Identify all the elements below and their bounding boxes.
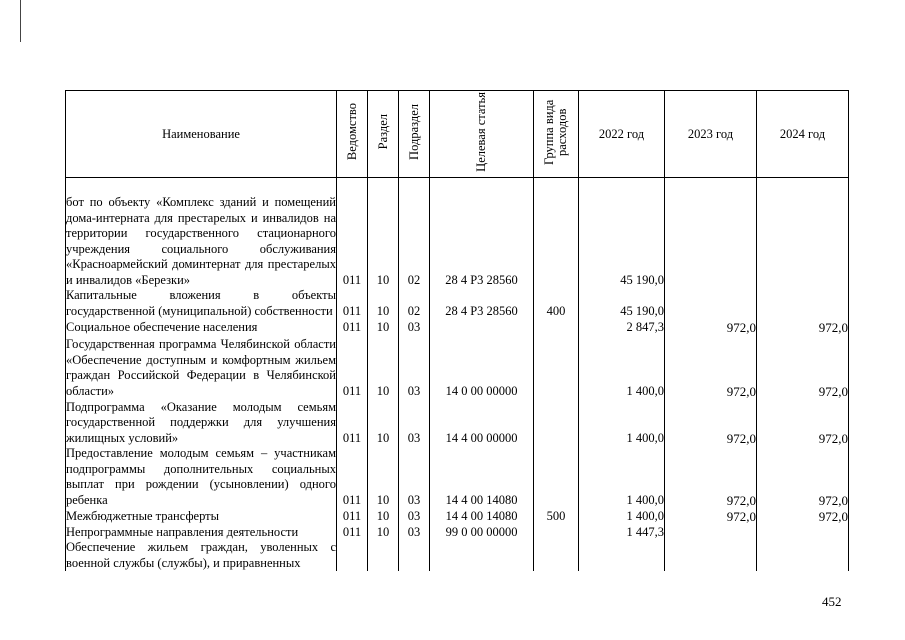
cell-target	[430, 540, 534, 571]
cell-2024: 972,0	[757, 399, 849, 446]
cell-target: 14 4 00 14080	[430, 508, 534, 524]
cell-subsection: 03	[399, 319, 430, 335]
cell-group: 400	[534, 288, 579, 319]
cell-2024	[757, 540, 849, 571]
cell-name: Капитальные вложения в объекты государственной (муниципальной) собственности	[66, 288, 336, 318]
header-dept: Ведомство	[337, 91, 368, 178]
header-2023: 2023 год	[665, 91, 757, 178]
cell-2024: 972,0	[757, 335, 849, 399]
cell-subsection: 03	[399, 446, 430, 508]
cell-2022: 45 190,0	[579, 178, 665, 289]
cell-name: бот по объекту «Комплекс зданий и помещений дома-интерната для престарелых и инвалидов на территории государственного стационарного учреждения социального обслуживания «Красноармейский доминтернат для престарелых и инвалидов «Березки»	[66, 178, 337, 289]
cell-2023	[665, 524, 757, 540]
cell-section: 10	[368, 178, 399, 289]
cell-section: 10	[368, 399, 399, 446]
cell-group	[534, 178, 579, 289]
cell-subsection: 03	[399, 524, 430, 540]
table-row	[66, 288, 849, 319]
header-group: Группа вида расходов	[534, 91, 579, 178]
cell-dept: 011	[337, 508, 368, 524]
cell-2022: 1 400,0	[579, 335, 665, 399]
cell-2022: 1 447,3	[579, 524, 665, 540]
header-target: Целевая статья	[430, 91, 534, 178]
cell-subsection	[399, 540, 430, 571]
table-header-row	[66, 91, 849, 178]
cell-group	[534, 319, 579, 335]
table-row	[66, 319, 849, 335]
cell-section: 10	[368, 524, 399, 540]
scan-edge-line	[20, 0, 21, 42]
cell-subsection: 03	[399, 335, 430, 399]
cell-name: Предоставление молодым семьям – участникам подпрограммы дополнительных социальных выплат при рождении (усыновлении) одного ребенка	[66, 446, 336, 507]
header-section: Раздел	[368, 91, 399, 178]
cell-2024: 972,0	[757, 319, 849, 335]
cell-dept: 011	[337, 319, 368, 335]
cell-2022	[579, 540, 665, 571]
cell-name: Государственная программа Челябинской области «Обеспечение доступным и комфортным жильем граждан Российской Федерации в Челябинской области»	[66, 337, 336, 398]
cell-target	[430, 319, 534, 335]
cell-2022: 45 190,0	[579, 288, 665, 319]
cell-dept: 011	[337, 178, 368, 289]
cell-2024	[757, 178, 849, 289]
cell-2023: 972,0	[665, 319, 757, 335]
cell-2023: 972,0	[665, 335, 757, 399]
cell-group	[534, 524, 579, 540]
cell-subsection: 03	[399, 399, 430, 446]
cell-dept: 011	[337, 399, 368, 446]
table-row	[66, 446, 849, 508]
cell-group	[534, 446, 579, 508]
cell-2022: 2 847,3	[579, 319, 665, 335]
cell-target: 14 0 00 00000	[430, 335, 534, 399]
cell-subsection: 03	[399, 508, 430, 524]
cell-name: Межбюджетные трансферты	[66, 508, 337, 524]
cell-2024	[757, 524, 849, 540]
cell-target: 28 4 P3 28560	[430, 288, 534, 319]
cell-2023	[665, 540, 757, 571]
table-row	[66, 524, 849, 540]
cell-section: 10	[368, 288, 399, 319]
header-2024: 2024 год	[757, 91, 849, 178]
cell-2022: 1 400,0	[579, 399, 665, 446]
cell-dept: 011	[337, 335, 368, 399]
table-row	[66, 540, 849, 571]
cell-group	[534, 399, 579, 446]
cell-subsection: 02	[399, 178, 430, 289]
cell-target: 14 4 00 00000	[430, 399, 534, 446]
cell-name: Социальное обеспечение населения	[66, 319, 337, 335]
cell-dept	[337, 540, 368, 571]
header-2022: 2022 год	[579, 91, 665, 178]
cell-section: 10	[368, 319, 399, 335]
header-name: Наименование	[66, 91, 337, 178]
cell-2022: 1 400,0	[579, 446, 665, 508]
cell-target: 28 4 P3 28560	[430, 178, 534, 289]
budget-table	[65, 90, 849, 571]
cell-2023	[665, 178, 757, 289]
cell-2024: 972,0	[757, 508, 849, 524]
cell-section: 10	[368, 446, 399, 508]
table-row	[66, 178, 849, 289]
page-number: 452	[822, 594, 842, 609]
cell-name: Непрограммные направления деятельности	[66, 524, 337, 540]
cell-section: 10	[368, 508, 399, 524]
cell-2022: 1 400,0	[579, 508, 665, 524]
cell-group: 500	[534, 508, 579, 524]
cell-section: 10	[368, 335, 399, 399]
cell-name: Подпрограмма «Оказание молодым семьям государственной поддержки для улучшения жилищных условий»	[66, 399, 336, 445]
cell-target: 14 4 00 14080	[430, 446, 534, 508]
cell-2023	[665, 288, 757, 319]
cell-group	[534, 335, 579, 399]
cell-group	[534, 540, 579, 571]
cell-2023: 972,0	[665, 508, 757, 524]
cell-dept: 011	[337, 524, 368, 540]
header-subsection: Подраздел	[399, 91, 430, 178]
cell-dept: 011	[337, 446, 368, 508]
cell-2024: 972,0	[757, 446, 849, 508]
cell-dept: 011	[337, 288, 368, 319]
cell-subsection: 02	[399, 288, 430, 319]
cell-section	[368, 540, 399, 571]
table-row	[66, 399, 849, 446]
cell-2023: 972,0	[665, 446, 757, 508]
cell-2024	[757, 288, 849, 319]
cell-target: 99 0 00 00000	[430, 524, 534, 540]
table-row	[66, 335, 849, 399]
cell-2023: 972,0	[665, 399, 757, 446]
table-row	[66, 508, 849, 524]
cell-name: Обеспечение жильем граждан, уволенных с военной службы (службы), и приравненных	[66, 540, 336, 570]
